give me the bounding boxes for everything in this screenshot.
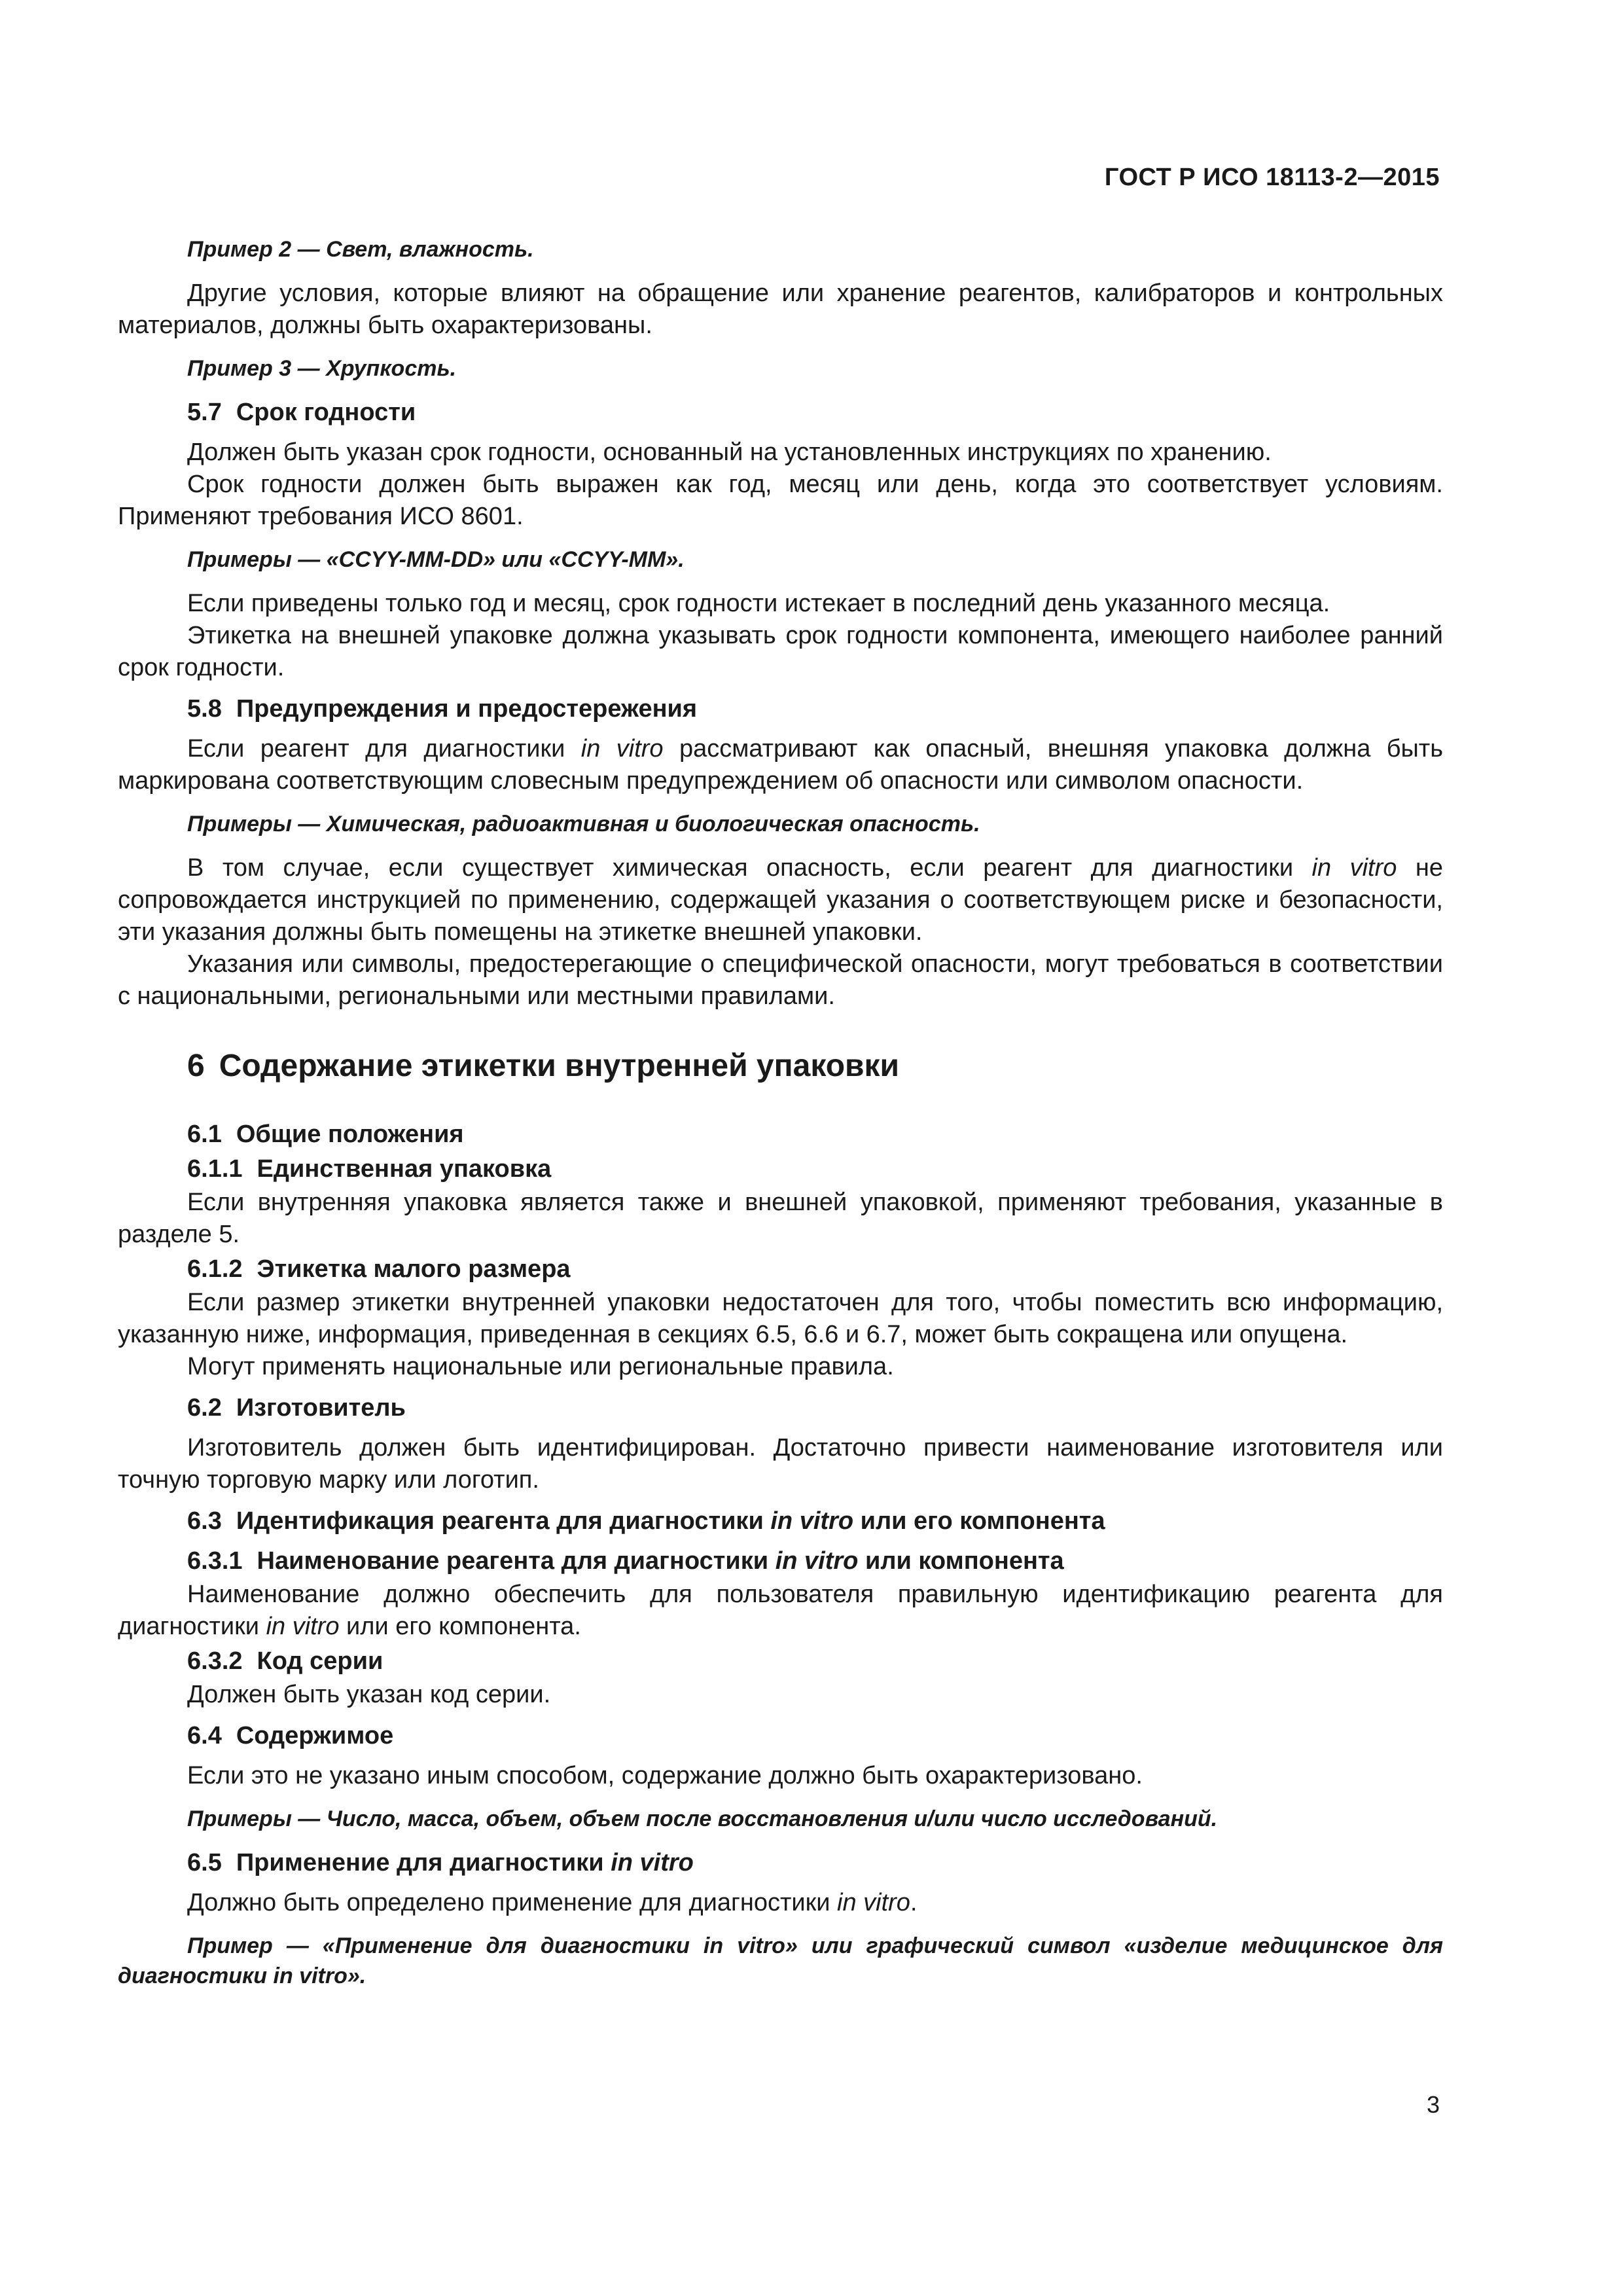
heading-6-3: 6.3 Идентификация реагента для диагностики in vitro или его компонента <box>187 1507 1105 1535</box>
heading-6-1-1 <box>118 1153 1443 1185</box>
section-title: Содержимое <box>236 1722 394 1749</box>
page-body <box>118 234 1443 2004</box>
paragraph-5-7-b: Срок годности должен быть выражен как год, месяц или день, когда это соответствует условиям. Применяют требования ИСО 8601. <box>118 471 1443 530</box>
paragraph-5-8-c: Указания или символы, предостерегающие о специфической опасности, могут требоваться в соответствии с национальными, региональными или местными правилами. <box>118 950 1443 1010</box>
section-title: Единственная упаковка <box>257 1155 552 1183</box>
section-number: 6.1 <box>187 1121 222 1148</box>
section-title: Предупреждения и предостережения <box>236 695 698 723</box>
paragraph-other-conditions: Другие условия, которые влияют на обращение или хранение реагентов, калибраторов и контрольных материалов, должны быть охарактеризованы. <box>118 279 1443 339</box>
example-2: Пример 2 — Свет, влажность. <box>187 237 534 262</box>
paragraph-6-5: Должно быть определено применение для диагностики in vitro. <box>187 1889 918 1916</box>
heading-6-1 <box>118 1119 1443 1151</box>
example-6-5: Пример — «Применение для диагностики in vitro» или графический символ «изделие медицинское для диагностики in vitro». <box>118 1933 1443 1988</box>
section-number: 5.7 <box>187 399 222 426</box>
paragraph-6-1-2-a: Если размер этикетки внутренней упаковки недостаточен для того, чтобы поместить всю информацию, указанную ниже, информация, приведенная в секциях 6.5, 6.6 и 6.7, может быть сокращена или опущена. <box>118 1289 1443 1348</box>
document-standard-header: ГОСТ Р ИСО 18113-2—2015 <box>1104 164 1440 191</box>
example-5-7: Примеры — «CCYY-MM-DD» или «CCYY-MM». <box>187 547 685 572</box>
paragraph-6-3-2: Должен быть указан код серии. <box>187 1681 551 1708</box>
paragraph-5-8-b: В том случае, если существует химическая опасность, если реагент для диагностики in vitro не сопровождается инструкцией по применению, содержащей указания о соответствующем риске и безопасности, эти указания должны быть помещены на этикетке внешней упаковки. <box>118 854 1443 946</box>
example-5-8: Примеры — Химическая, радиоактивная и биологическая опасность. <box>187 812 980 836</box>
example-6-4: Примеры — Число, масса, объем, объем после восстановления и/или число исследований. <box>187 1806 1218 1831</box>
heading-6-3-2 <box>118 1645 1443 1677</box>
section-title: Изготовитель <box>236 1394 406 1422</box>
heading-6-1-2 <box>118 1253 1443 1285</box>
paragraph-6-1-2-b: Могут применять национальные или региональные правила. <box>187 1353 894 1380</box>
example-3: Пример 3 — Хрупкость. <box>187 356 457 381</box>
section-number: 6.5 <box>187 1849 222 1876</box>
section-title: Код серии <box>257 1647 383 1675</box>
heading-6-2 <box>118 1392 1443 1424</box>
section-number: 6.3 <box>187 1507 222 1535</box>
paragraph-5-8-a: Если реагент для диагностики in vitro рассматривают как опасный, внешняя упаковка должна быть маркирована соответствующим словесным предупреждением об опасности или символом опасности. <box>118 735 1444 795</box>
section-title: Общие положения <box>236 1121 464 1148</box>
heading-section-6 <box>118 1047 1443 1086</box>
section-number: 6.2 <box>187 1394 222 1422</box>
section-number: 6.3.2 <box>187 1647 243 1675</box>
section-number: 6.3.1 <box>187 1547 243 1575</box>
paragraph-6-3-1: Наименование должно обеспечить для пользователя правильную идентификацию реагента для диагностики in vitro или его компонента. <box>118 1581 1443 1640</box>
paragraph-5-7-c: Если приведены только год и месяц, срок годности истекает в последний день указанного месяца. <box>187 590 1330 617</box>
paragraph-6-1-1: Если внутренняя упаковка является также и внешней упаковкой, применяют требования, указанные в разделе 5. <box>118 1189 1443 1248</box>
page-number: 3 <box>1426 2091 1440 2118</box>
section-title: Содержание этикетки внутренней упаковки <box>219 1049 900 1083</box>
section-number: 6.4 <box>187 1722 222 1749</box>
section-number: 5.8 <box>187 695 222 723</box>
section-number: 6.1.2 <box>187 1255 243 1283</box>
heading-5-7 <box>118 397 1443 429</box>
paragraph-6-4: Если это не указано иным способом, содержание должно быть охарактеризовано. <box>187 1762 1143 1789</box>
heading-5-8 <box>118 693 1443 725</box>
paragraph-6-2: Изготовитель должен быть идентифицирован. Достаточно привести наименование изготовителя или точную торговую марку или логотип. <box>118 1434 1443 1494</box>
section-title: Срок годности <box>236 399 416 426</box>
heading-6-3-1: 6.3.1 Наименование реагента для диагностики in vitro или компонента <box>187 1547 1064 1575</box>
paragraph-5-7-a: Должен быть указан срок годности, основанный на установленных инструкциях по хранению. <box>187 439 1272 466</box>
heading-6-5: 6.5 Применение для диагностики in vitro <box>187 1849 694 1876</box>
heading-6-4 <box>118 1720 1443 1752</box>
section-title: Этикетка малого размера <box>257 1255 571 1283</box>
paragraph-5-7-d: Этикетка на внешней упаковке должна указывать срок годности компонента, имеющего наиболее ранний срок годности. <box>118 622 1443 681</box>
section-number: 6 <box>187 1049 205 1083</box>
section-number: 6.1.1 <box>187 1155 243 1183</box>
